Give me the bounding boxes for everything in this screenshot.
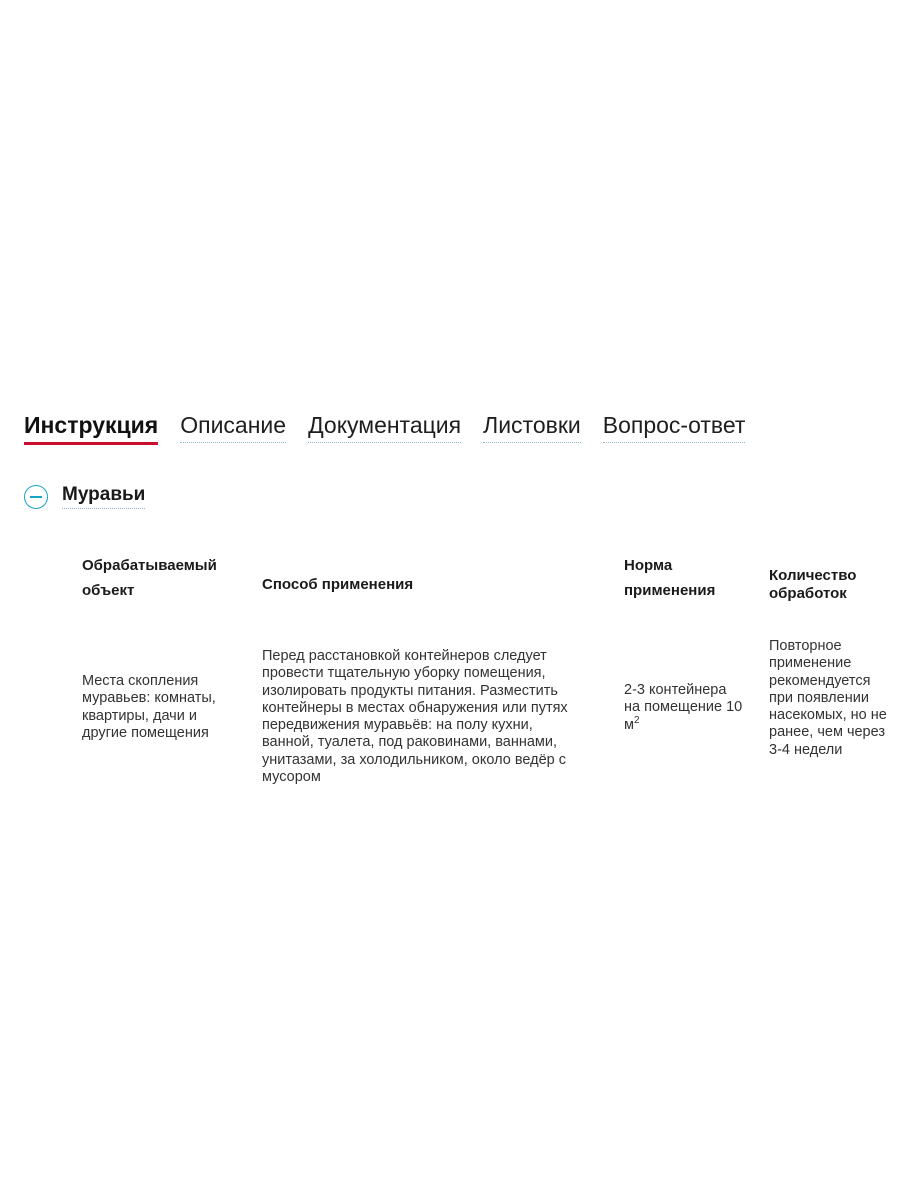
tab-description[interactable]: Описание bbox=[180, 410, 286, 443]
tab-instruction[interactable]: Инструкция bbox=[24, 410, 158, 445]
cell-object: Места скопления муравьев: комнаты, квартиры, дачи и другие помещения bbox=[82, 673, 216, 741]
tab-leaflets[interactable]: Листовки bbox=[483, 410, 581, 443]
header-count: Количество обработок bbox=[769, 567, 857, 602]
accordion-header bbox=[24, 484, 145, 509]
cell-count: Повторное применение рекомендуется при появлении насекомых, но не ранее, чем через 3-4 недели bbox=[769, 638, 887, 758]
cell-rate bbox=[624, 682, 744, 734]
header-rate: Норма применения bbox=[624, 557, 716, 599]
minus-circle-icon[interactable] bbox=[24, 485, 48, 509]
tab-documentation[interactable]: Документация bbox=[308, 410, 461, 443]
cell-rate-text: 2-3 контейнера на помещение 10 м bbox=[624, 682, 743, 733]
tab-bar bbox=[24, 410, 767, 446]
section-title[interactable]: Муравьи bbox=[62, 484, 145, 509]
cell-method: Перед расстановкой контейнеров следует провести тщательную уборку помещения, изолировать продукты питания. Разместить контейнеры в местах обнаружения или путях передвижения муравьёв: на полу кухни, ванной, туалета, под раковинами, ваннами, унитазами, за холодильником, около ведёр с мусором bbox=[262, 648, 568, 786]
header-object: Обрабатываемый объект bbox=[82, 557, 217, 599]
cell-rate-sup: 2 bbox=[633, 714, 640, 726]
header-method: Способ применения bbox=[262, 576, 414, 593]
tab-faq[interactable]: Вопрос-ответ bbox=[603, 410, 746, 443]
